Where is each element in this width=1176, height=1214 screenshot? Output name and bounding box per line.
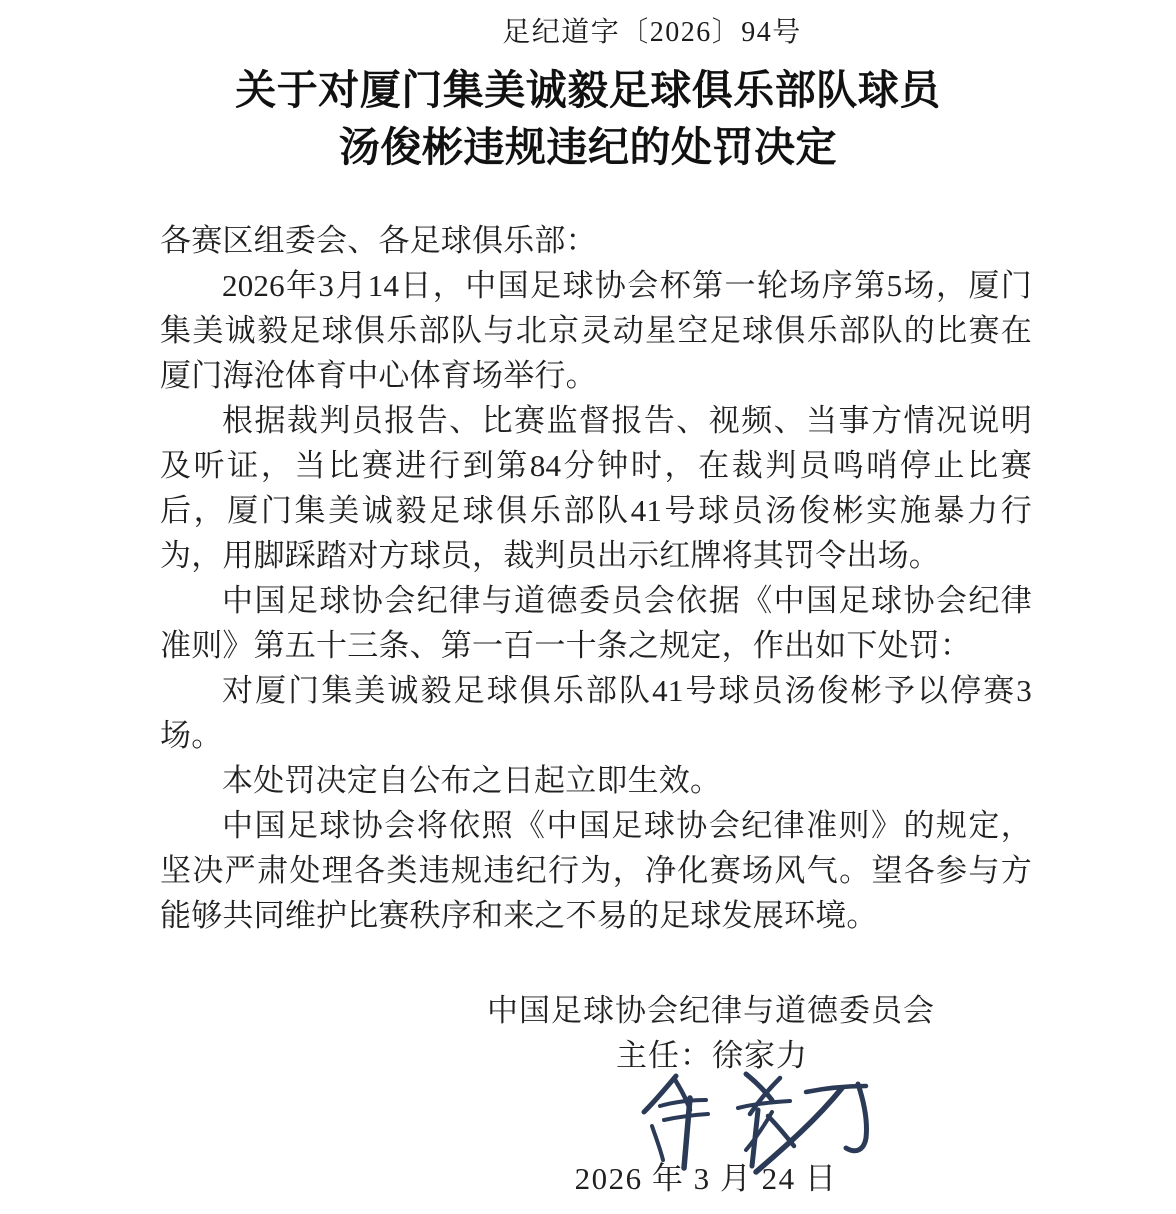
paragraph-incident: 根据裁判员报告、比赛监督报告、视频、当事方情况说明及听证，当比赛进行到第84分钟时，在裁判员鸣哨停止比赛后，厦门集美诚毅足球俱乐部队41号球员汤俊彬实施暴力行为，用脚踩踏对方球员，裁判员出示红牌将其罚令出场。 <box>160 403 1032 573</box>
paragraph-effective: 本处罚决定自公布之日起立即生效。 <box>222 763 722 798</box>
title-line-2: 汤俊彬违规违纪的处罚决定 <box>339 124 837 170</box>
document-number: 足纪道字〔2026〕94号 <box>502 17 802 48</box>
paragraph-match-info: 2026年3月14日，中国足球协会杯第一轮场序第5场，厦门集美诚毅足球俱乐部队与北京灵动星空足球俱乐部队的比赛在厦门海沧体育中心体育场举行。 <box>160 268 1032 393</box>
paragraph-legal-basis: 中国足球协会纪律与道德委员会依据《中国足球协会纪律准则》第五十三条、第一百一十条之规定，作出如下处罚： <box>160 583 1032 663</box>
paragraph-closing: 中国足球协会将依照《中国足球协会纪律准则》的规定，坚决严肃处理各类违规违纪行为，净化赛场风气。望各参与方能够共同维护比赛秩序和来之不易的足球发展环境。 <box>160 808 1032 933</box>
issue-date: 2026 年 3 月 24 日 <box>574 1161 838 1196</box>
signature-block <box>160 988 1032 1078</box>
title-line-1: 关于对厦门集美诚毅足球俱乐部队球员 <box>235 67 941 113</box>
document-body <box>160 218 1032 938</box>
chairman-line: 主任：徐家力 <box>616 1038 808 1073</box>
page-title <box>98 62 1078 176</box>
issuer-name: 中国足球协会纪律与道德委员会 <box>487 993 935 1028</box>
paragraph-penalty: 对厦门集美诚毅足球俱乐部队41号球员汤俊彬予以停赛3场。 <box>160 673 1032 753</box>
salutation: 各赛区组委会、各足球俱乐部： <box>160 223 597 258</box>
